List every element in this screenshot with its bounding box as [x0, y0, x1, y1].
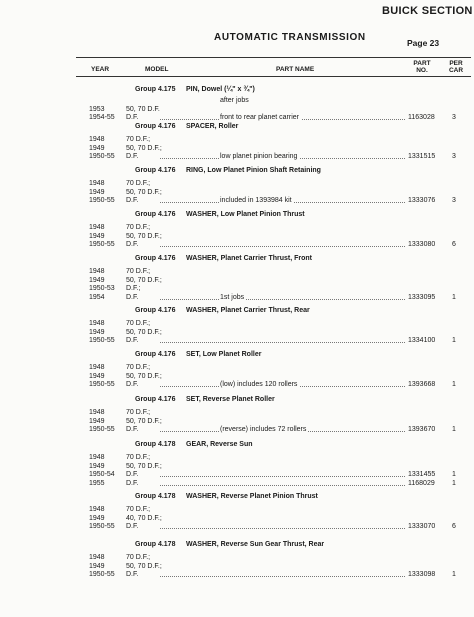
- row-model: 50, 70 D.F.;: [126, 188, 162, 196]
- col-header-part-no: [410, 60, 434, 74]
- row-year: 1948: [89, 268, 105, 275]
- row-per-car: 1: [452, 426, 456, 434]
- part-row: [0, 113, 474, 122]
- row-description: (reverse) includes 72 rollers: [220, 426, 307, 434]
- row-model: D.F.: [126, 293, 139, 301]
- row-year: 1950-55: [89, 241, 115, 249]
- row-year: 1950-55: [89, 571, 115, 579]
- row-part-number: 1393668: [408, 381, 436, 389]
- row-model: D.F.: [126, 381, 139, 389]
- row-per-car: 6: [452, 241, 456, 249]
- row-year: 1950-54: [89, 471, 115, 479]
- row-model: D.F.: [126, 426, 139, 434]
- row-model: D.F.;: [126, 285, 141, 293]
- part-row: [0, 479, 474, 488]
- leader-dots: [160, 476, 405, 477]
- row-year: 1948: [89, 506, 105, 513]
- group-number: Group 4.176: [135, 211, 176, 218]
- row-model: 50, 70 D.F.;: [126, 462, 162, 470]
- row-year: 1949: [89, 328, 105, 336]
- row-per-car: 1: [452, 293, 456, 301]
- col-header-per-car: [446, 60, 466, 74]
- row-part-number: 1333095: [408, 293, 436, 301]
- page-number: Page 23: [407, 38, 440, 48]
- row-model: 70 D.F.;: [126, 320, 151, 327]
- row-year: 1948: [89, 554, 105, 561]
- row-model: D.F.: [126, 471, 139, 479]
- row-part-number: 1334100: [408, 337, 436, 345]
- header-bottom-rule: [76, 76, 471, 77]
- part-row: [0, 522, 474, 531]
- row-year: 1948: [89, 136, 105, 143]
- group-number: Group 4.176: [135, 307, 176, 314]
- section-title: BUICK SECTION: [382, 5, 473, 17]
- row-model: 50, 70 D.F.;: [126, 232, 162, 240]
- part-row: [0, 240, 474, 249]
- row-model: 50, 70 D.F.;: [126, 144, 162, 152]
- row-part-number: 1333098: [408, 571, 436, 579]
- row-model: D.F.: [126, 114, 139, 122]
- row-model: 50, 70 D.F.;: [126, 372, 162, 380]
- row-model: 70 D.F.;: [126, 554, 151, 561]
- row-year: 1950-55: [89, 426, 115, 434]
- leader-dots: [160, 576, 405, 577]
- part-row: [0, 152, 474, 161]
- part-row: [0, 570, 474, 579]
- row-description: 1st jobs: [220, 293, 245, 301]
- row-per-car: 6: [452, 523, 456, 531]
- row-model: 50, 70 D.F.;: [126, 328, 162, 336]
- row-model: 70 D.F.;: [126, 454, 151, 461]
- col-header-model: MODEL: [145, 66, 169, 73]
- row-per-car: 1: [452, 381, 456, 389]
- row-model: 70 D.F.;: [126, 364, 151, 371]
- part-row: [0, 380, 474, 389]
- row-year: 1950-55: [89, 381, 115, 389]
- row-year: 1948: [89, 364, 105, 371]
- row-model: D.F.: [126, 241, 139, 249]
- row-model: D.F.: [126, 523, 139, 531]
- row-year: 1949: [89, 562, 105, 570]
- row-per-car: 3: [452, 153, 456, 161]
- group-part-name: SET, Reverse Planet Roller: [186, 396, 275, 403]
- page-title: AUTOMATIC TRANSMISSION: [214, 32, 366, 43]
- row-model: 50, 70 D.F.: [126, 105, 160, 113]
- row-year: 1953: [89, 105, 105, 113]
- group-part-name: WASHER, Planet Carrier Thrust, Front: [186, 255, 313, 262]
- row-year: 1950-53: [89, 285, 115, 293]
- group-number: Group 4.176: [135, 255, 176, 262]
- row-year: 1954-55: [89, 114, 115, 122]
- row-part-number: 1331455: [408, 471, 436, 479]
- row-year: 1949: [89, 232, 105, 240]
- row-year: 1948: [89, 454, 105, 461]
- row-part-number: 1393670: [408, 426, 436, 434]
- group-number: Group 4.176: [135, 396, 176, 403]
- group-part-name: WASHER, Reverse Planet Pinion Thrust: [186, 493, 318, 500]
- row-year: 1950-55: [89, 337, 115, 345]
- row-model: D.F.: [126, 479, 139, 487]
- row-per-car: 1: [452, 479, 456, 487]
- row-per-car: 3: [452, 197, 456, 205]
- row-model: 50, 70 D.F.;: [126, 562, 162, 570]
- row-model: D.F.: [126, 197, 139, 205]
- part-row: [0, 196, 474, 205]
- group-number: Group 4.175: [135, 86, 176, 93]
- row-per-car: 1: [452, 471, 456, 479]
- row-year: 1949: [89, 514, 105, 522]
- row-model: 70 D.F.;: [126, 224, 151, 231]
- row-year: 1950-55: [89, 197, 115, 205]
- leader-dots: [160, 342, 405, 343]
- col-header-part-name: PART NAME: [276, 66, 315, 73]
- row-year: 1950-55: [89, 153, 115, 161]
- row-model: D.F.: [126, 153, 139, 161]
- row-model: 70 D.F.;: [126, 409, 151, 416]
- row-year: 1948: [89, 180, 105, 187]
- col-header-part-no-line2: NO.: [416, 67, 428, 74]
- group-part-name: WASHER, Planet Carrier Thrust, Rear: [186, 307, 310, 314]
- group-part-name: GEAR, Reverse Sun: [186, 441, 253, 448]
- row-model: 70 D.F.;: [126, 136, 151, 143]
- group-part-name: WASHER, Reverse Sun Gear Thrust, Rear: [186, 541, 325, 548]
- row-description: (low) includes 120 rollers: [220, 381, 298, 389]
- col-header-per-car-line2: CAR: [448, 67, 464, 74]
- group-part-name: SPACER, Roller: [186, 123, 239, 130]
- row-year: 1950-55: [89, 523, 115, 531]
- header-top-rule: [76, 57, 471, 58]
- row-part-number: 1168029: [408, 479, 435, 487]
- row-year: 1948: [89, 409, 105, 416]
- group-number: Group 4.176: [135, 351, 176, 358]
- row-model: 50, 70 D.F.;: [126, 276, 162, 284]
- leader-dots: [160, 246, 405, 247]
- group-part-name: PIN, Dowel (¼" x ¾"): [186, 86, 255, 93]
- group-number: Group 4.178: [135, 441, 176, 448]
- row-per-car: 1: [452, 571, 456, 579]
- row-description: low planet pinion bearing: [220, 153, 298, 161]
- group-number: Group 4.176: [135, 167, 176, 174]
- row-description: included in 1393984 kit: [220, 197, 292, 205]
- group-part-name: SET, Low Planet Roller: [186, 351, 262, 358]
- leader-dots: [160, 299, 405, 300]
- group-number: Group 4.178: [135, 493, 176, 500]
- row-year: 1949: [89, 417, 105, 425]
- row-model: 70 D.F.;: [126, 268, 151, 275]
- row-per-car: 1: [452, 337, 456, 345]
- row-year: 1954: [89, 293, 105, 301]
- col-header-year: YEAR: [91, 66, 110, 73]
- part-row: [0, 293, 474, 302]
- row-model: D.F.: [126, 337, 139, 345]
- row-year: 1949: [89, 372, 105, 380]
- row-part-number: 1333076: [408, 197, 436, 205]
- part-row: [0, 425, 474, 434]
- group-part-name: WASHER, Low Planet Pinion Thrust: [186, 211, 305, 218]
- row-model: D.F.: [126, 571, 139, 579]
- row-year: 1949: [89, 276, 105, 284]
- row-part-number: 1333070: [408, 523, 436, 531]
- row-model: 40, 70 D.F.;: [126, 514, 162, 522]
- row-description: front to rear planet carrier: [220, 114, 299, 122]
- leader-dots: [160, 528, 405, 529]
- row-model: 50, 70 D.F.;: [126, 417, 162, 425]
- row-year: 1955: [89, 479, 105, 487]
- group-number: Group 4.178: [135, 541, 176, 548]
- row-part-number: 1331515: [408, 153, 436, 161]
- row-description: after jobs: [220, 97, 249, 104]
- row-model: 70 D.F.;: [126, 180, 151, 187]
- leader-dots: [160, 485, 405, 486]
- group-number: Group 4.176: [135, 123, 176, 130]
- col-header-per-car-line1: PER: [449, 60, 463, 67]
- row-year: 1948: [89, 320, 105, 327]
- row-year: 1949: [89, 144, 105, 152]
- row-part-number: 1333080: [408, 241, 436, 249]
- row-year: 1948: [89, 224, 105, 231]
- row-model: 70 D.F.;: [126, 506, 151, 513]
- row-per-car: 3: [452, 114, 456, 122]
- group-part-name: RING, Low Planet Pinion Shaft Retaining: [186, 167, 321, 174]
- row-part-number: 1163028: [408, 114, 435, 122]
- row-year: 1949: [89, 462, 105, 470]
- part-row: [0, 336, 474, 345]
- row-year: 1949: [89, 188, 105, 196]
- col-header-part-no-line1: PART: [413, 60, 431, 67]
